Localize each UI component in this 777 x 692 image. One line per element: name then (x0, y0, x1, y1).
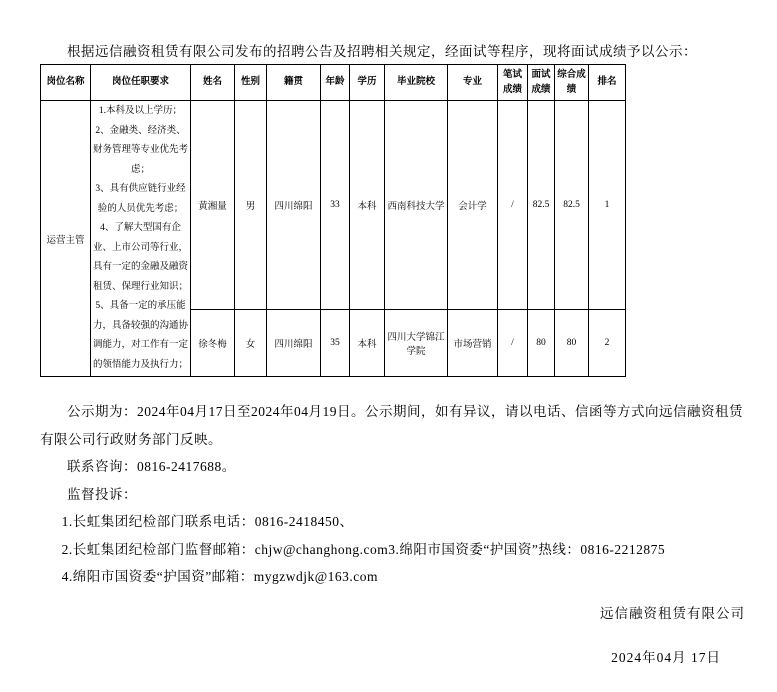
candidate-gender-cell: 女 (235, 309, 267, 376)
candidate-rank-cell: 2 (589, 309, 626, 376)
candidate-hometown-cell: 四川绵阳 (267, 101, 321, 310)
header-rank: 排名 (589, 65, 626, 101)
position-name-cell: 运营主管 (41, 101, 91, 377)
candidate-interview-score-cell: 82.5 (528, 101, 555, 310)
notice-body (40, 398, 747, 591)
table-row (41, 101, 626, 310)
header-hometown: 籍贯 (267, 65, 321, 101)
candidate-hometown-cell: 四川绵阳 (267, 309, 321, 376)
supervision-title: 监督投诉： (67, 486, 137, 502)
candidate-name-cell: 徐冬梅 (191, 309, 235, 376)
supervision-line: 4.绵阳市国资委“护国资”邮箱：mygzwdjk@163.com (61, 569, 378, 584)
requirement-item: 1.本科及以上学历； (98, 106, 183, 116)
candidate-gender-cell: 男 (235, 101, 267, 310)
contact-line: 联系咨询：0816-2417688。 (67, 459, 236, 474)
header-position-requirements: 岗位任职要求 (91, 65, 191, 101)
candidate-major-cell: 市场营销 (448, 309, 498, 376)
requirement-item: 4、了解大型国有企业、上市公司等行业，具有一定的金融及融资租赁、保理行业知识； (93, 223, 189, 292)
candidate-overall-score-cell: 82.5 (555, 101, 589, 310)
header-gender: 性别 (235, 65, 267, 101)
header-overall-score: 综合成绩 (555, 65, 589, 101)
header-name: 姓名 (191, 65, 235, 101)
intro-paragraph: 根据远信融资租赁有限公司发布的招聘公告及招聘相关规定，经面试等程序，现将面试成绩予以公示： (67, 43, 697, 59)
interview-results-table (40, 64, 626, 377)
header-written-score: 笔试成绩 (498, 65, 528, 101)
candidate-school-cell: 西南科技大学 (385, 101, 448, 310)
header-age: 年龄 (321, 65, 350, 101)
candidate-school-cell: 四川大学锦江学院 (385, 309, 448, 376)
requirement-item: 2、金融类、经济类、财务管理等专业优先考虑； (93, 125, 189, 175)
candidate-overall-score-cell: 80 (555, 309, 589, 376)
candidate-written-score-cell: / (498, 309, 528, 376)
candidate-written-score-cell: / (498, 101, 528, 310)
candidate-rank-cell: 1 (589, 101, 626, 310)
requirement-item: 5、具备一定的承压能力，具备较强的沟通协调能力，对工作有一定的领悟能力及执行力； (93, 301, 189, 370)
footer-date: 2024年04月 17日 (611, 650, 721, 665)
supervision-line: 2.长虹集团纪检部门监督邮箱：chjw@changhong.com3.绵阳市国资委“护国资”热线：0816-2212875 (61, 541, 666, 557)
header-position-name: 岗位名称 (41, 65, 91, 101)
header-education: 学历 (350, 65, 385, 101)
table-header-row (41, 65, 626, 101)
candidate-interview-score-cell: 80 (528, 309, 555, 376)
header-interview-score: 面试成绩 (528, 65, 555, 101)
publicity-period-paragraph: 公示期为：2024年04月17日至2024年04月19日。公示期间，如有异议，请以电话、信函等方式向远信融资租赁有限公司行政财务部门反映。 (40, 404, 743, 447)
candidate-major-cell: 会计学 (448, 101, 498, 310)
footer-company-signature: 远信融资租赁有限公司 (600, 606, 745, 621)
header-school: 毕业院校 (385, 65, 448, 101)
candidate-education-cell: 本科 (350, 101, 385, 310)
candidate-age-cell: 33 (321, 101, 350, 310)
candidate-name-cell: 黄湘量 (191, 101, 235, 310)
candidate-age-cell: 35 (321, 309, 350, 376)
requirement-item: 3、具有供应链行业经验的人员优先考虑； (95, 184, 186, 214)
supervision-line: 1.长虹集团纪检部门联系电话：0816-2418450、 (61, 514, 354, 529)
candidate-education-cell: 本科 (350, 309, 385, 376)
header-major: 专业 (448, 65, 498, 101)
requirements-cell (91, 101, 191, 377)
